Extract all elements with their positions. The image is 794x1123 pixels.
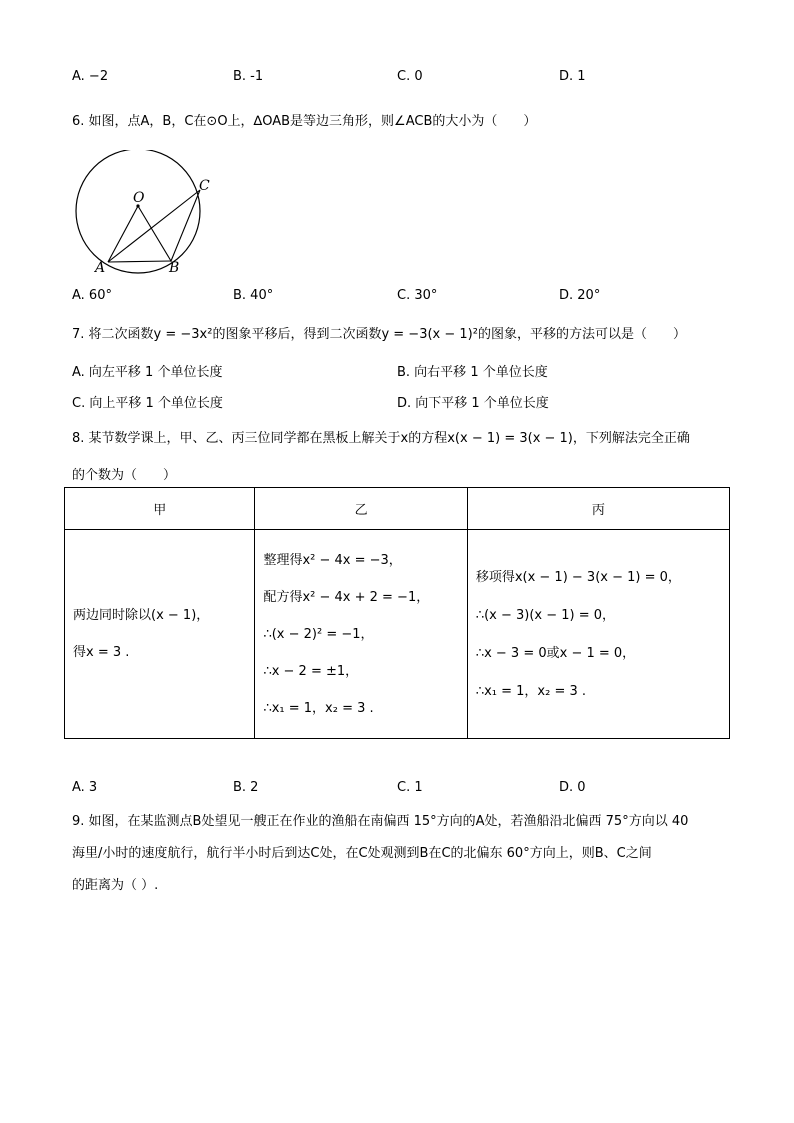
q7-option-c: C. 向上平移 1 个单位长度 xyxy=(72,396,223,411)
label-c: C xyxy=(199,178,210,194)
q8-stem-line2: 的个数为（ ） xyxy=(72,468,177,483)
cell-yi xyxy=(255,530,467,739)
bing-line-2: ∴(x − 3)(x − 1) = 0， xyxy=(475,607,616,623)
q5-option-b: B. -1 xyxy=(233,69,264,84)
bing-line-4: ∴x₁ = 1，x₂ = 3 . xyxy=(475,683,587,699)
yi-line-3: ∴(x − 2)² = −1， xyxy=(263,626,374,642)
q8-stem-line1: 8. 某节数学课上，甲、乙、丙三位同学都在黑板上解关于x的方程x(x − 1) = 3(x − 1)，下列解法完全正确 xyxy=(72,431,690,446)
segment-ab xyxy=(108,261,171,262)
q6-option-a: A. 60° xyxy=(72,288,112,303)
q7-stem: 7. 将二次函数y = −3x²的图象平移后，得到二次函数y = −3(x − 1)²的图象，平移的方法可以是（ ） xyxy=(72,327,686,342)
label-a: A xyxy=(95,260,106,275)
q8-option-d: D. 0 xyxy=(559,780,586,795)
jia-line-2: 得x = 3 . xyxy=(73,645,130,660)
q8-option-a: A. 3 xyxy=(72,780,98,795)
yi-line-4: ∴x − 2 = ±1， xyxy=(263,663,359,679)
cell-bing xyxy=(467,530,729,739)
q9-line1: 9. 如图，在某监测点B处望见一艘正在作业的渔船在南偏西 15°方向的A处，若渔船沿北偏西 75°方向以 40 xyxy=(72,814,689,829)
segment-ac xyxy=(108,190,200,262)
q6-option-c: C. 30° xyxy=(397,288,438,303)
label-o: O xyxy=(133,190,145,206)
q6-circle-figure xyxy=(70,150,210,275)
bing-line-1: 移项得x(x − 1) − 3(x − 1) = 0， xyxy=(475,569,681,585)
q8-solutions-table xyxy=(64,487,730,739)
bing-line-3: ∴x − 3 = 0或x − 1 = 0， xyxy=(475,645,636,661)
header-yi: 乙 xyxy=(255,488,467,530)
q9-line2: 海里/小时的速度航行，航行半小时后到达C处，在C处观测到B在C的北偏东 60°方向上，则B、C之间 xyxy=(72,846,652,861)
segment-ob xyxy=(138,206,171,261)
q7-option-d: D. 向下平移 1 个单位长度 xyxy=(397,396,549,411)
q8-option-c: C. 1 xyxy=(397,780,423,795)
jia-line-1: 两边同时除以(x − 1)， xyxy=(73,608,210,623)
yi-line-5: ∴x₁ = 1，x₂ = 3 . xyxy=(263,700,374,716)
q5-option-a: A. −2 xyxy=(72,69,109,84)
q7-option-b: B. 向右平移 1 个单位长度 xyxy=(397,365,548,380)
table-header-row xyxy=(65,488,730,530)
cell-jia xyxy=(65,530,255,739)
q5-option-d: D. 1 xyxy=(559,69,586,84)
circle-o xyxy=(76,150,200,273)
table-body-row xyxy=(65,530,730,739)
q6-option-b: B. 40° xyxy=(233,288,274,303)
q8-option-b: B. 2 xyxy=(233,780,259,795)
yi-line-1: 整理得x² − 4x = −3， xyxy=(263,552,402,568)
segment-oa xyxy=(108,206,138,262)
label-b: B xyxy=(169,260,180,275)
header-bing: 丙 xyxy=(467,488,729,530)
q5-option-c: C. 0 xyxy=(397,69,423,84)
q7-option-a: A. 向左平移 1 个单位长度 xyxy=(72,365,223,380)
q6-stem: 6. 如图，点A，B，C在⊙O上，∆OAB是等边三角形，则∠ACB的大小为（ ） xyxy=(72,114,537,129)
q6-option-d: D. 20° xyxy=(559,288,601,303)
header-jia: 甲 xyxy=(65,488,255,530)
q9-line3: 的距离为（ ）. xyxy=(72,878,159,893)
yi-line-2: 配方得x² − 4x + 2 = −1， xyxy=(263,589,430,605)
